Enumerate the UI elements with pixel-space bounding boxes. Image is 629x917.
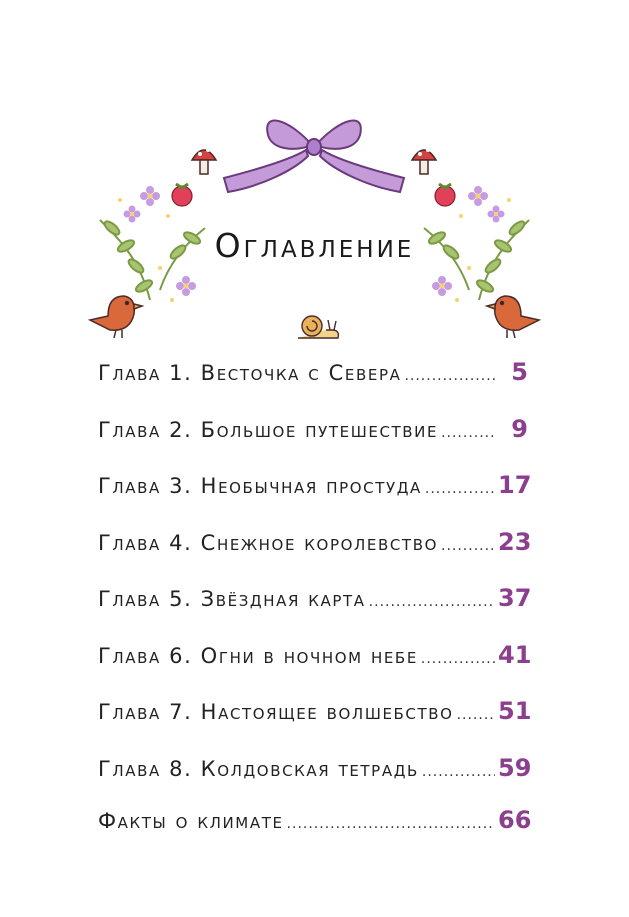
- raspberry-icon: [172, 184, 455, 206]
- table-of-contents: [98, 358, 532, 858]
- toc-entry[interactable]: [98, 697, 532, 754]
- toc-entry-page-number: 41: [498, 640, 532, 669]
- toc-entry-title: Глава 7. Настоящее волшебство: [98, 700, 454, 724]
- dot-leader: [369, 594, 495, 610]
- toc-entry-page-number: 9: [511, 414, 528, 443]
- dot-leader: [287, 816, 495, 832]
- header-ornament: [0, 0, 629, 360]
- toc-entry-title: Глава 6. Огни в ночном небе: [98, 643, 418, 668]
- snail-icon: [298, 316, 338, 338]
- dot-leader: [422, 764, 495, 780]
- toc-entry-title: Глава 8. Колдовская тетрадь: [98, 756, 419, 781]
- ribbon-bow-icon: [224, 121, 404, 192]
- toc-entry[interactable]: [98, 640, 532, 698]
- toc-entry-page-number: 51: [498, 697, 532, 725]
- dot-leader: [441, 538, 495, 554]
- bird-icon: [90, 296, 142, 338]
- toc-entry-page-number: 17: [498, 471, 532, 499]
- toc-entry[interactable]: [98, 753, 532, 806]
- toc-entry[interactable]: [98, 358, 528, 415]
- toc-entry-page-number: 66: [498, 805, 532, 834]
- toc-entry-title: Факты о климате: [98, 808, 284, 833]
- toc-entry-page-number: 23: [498, 527, 532, 556]
- toc-entry-title: Глава 4. Снежное королевство: [98, 530, 438, 555]
- bird-icon: [487, 296, 539, 338]
- toc-entry[interactable]: [98, 584, 532, 641]
- toc-entry-title: Глава 2. Большое путешествие: [98, 417, 439, 442]
- toc-entry-page-number: 37: [498, 584, 532, 612]
- dot-leader: [425, 481, 495, 497]
- mushroom-icon: [192, 148, 216, 174]
- toc-entry[interactable]: [98, 471, 532, 528]
- toc-entry-title: Глава 3. Необычная простуда: [98, 474, 422, 498]
- toc-entry-title: Глава 1. Весточка с Севера: [98, 361, 402, 385]
- page-title: Оглавление: [214, 226, 415, 265]
- mushroom-icon: [412, 148, 436, 174]
- toc-entry[interactable]: [98, 805, 532, 858]
- dot-leader: [404, 368, 495, 384]
- toc-entry-page-number: 5: [511, 358, 528, 386]
- toc-entry-title: Глава 5. Звёздная карта: [98, 587, 366, 611]
- dot-leader: [421, 651, 495, 667]
- toc-entry[interactable]: [98, 527, 532, 585]
- toc-entry-page-number: 59: [498, 753, 532, 782]
- dot-leader: [457, 707, 495, 723]
- dot-leader: [441, 425, 495, 441]
- toc-entry[interactable]: [98, 415, 528, 472]
